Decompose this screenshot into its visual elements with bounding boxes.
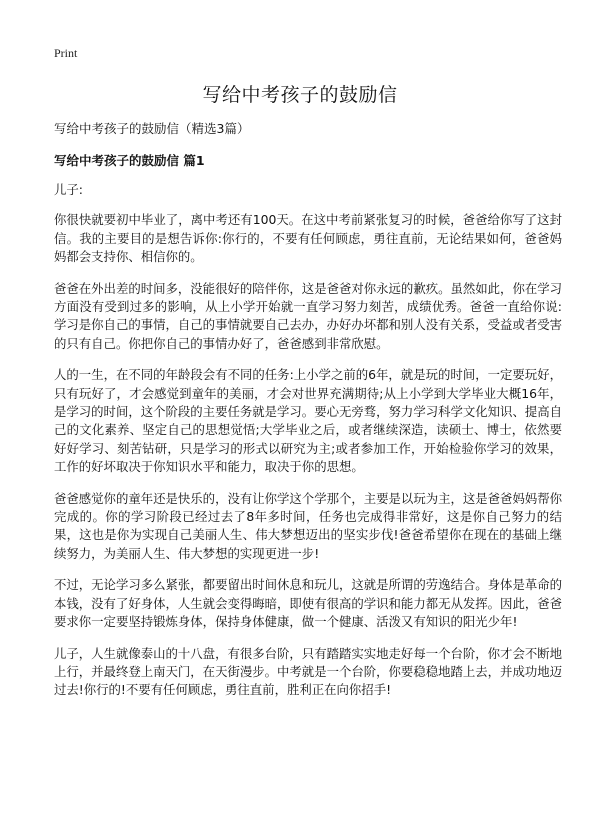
paragraph: 不过，无论学习多么紧张，都要留出时间休息和玩儿，这就是所谓的劳逸结合。身体是革命的本钱，没有了好身体，人生就会变得晦暗，即使有很高的学识和能力都无从发挥。因此，爸爸要求你一定要坚持锻炼身体，保持身体健康，做一个健康、活泼又有知识的阳光少年! bbox=[54, 577, 563, 629]
paragraph: 儿子，人生就像泰山的十八盘，有很多台阶，只有踏踏实实地走好每一个台阶，你才会不断地上行，并最终登上南天门，在天街漫步。中考就是一个台阶，你要稳稳地踏上去，并成功地迈过去!你行的!不要有任何顾虑，勇往直前，胜利正在向你招手! bbox=[54, 645, 563, 698]
paragraph: 人的一生，在不同的年龄段会有不同的任务:上小学之前的6年，就是玩的时间，一定要玩好，只有玩好了，才会感觉到童年的美丽，才会对世界充满期待;从上小学到大学毕业大概16年，是学习的时间，这个阶段的主要任务就是学习。要心无旁骛，努力学习科学文化知识、提高自己的文化素养、坚定自己的思想觉悟;大学毕业之后，或者继续深造，读硕士、博士，依然要好好学习、刻苦钻研，只是学习的形式以研究为主;或者参加工作，开始检验你学习的效果，工作的好坏取决于你知识水平和能力，取决于你的思想。 bbox=[54, 367, 563, 474]
letter-body bbox=[54, 181, 562, 713]
section-heading: 写给中考孩子的鼓励信 篇1 bbox=[54, 153, 205, 168]
document-subtitle: 写给中考孩子的鼓励信（精选3篇） bbox=[54, 121, 250, 136]
paragraph: 你很快就要初中毕业了，离中考还有100天。在这中考前紧张复习的时候，爸爸给你写了这封信。我的主要目的是想告诉你:你行的，不要有任何顾虑，勇往直前，无论结果如何，爸爸妈妈都会支持你、相信你的。 bbox=[54, 212, 562, 264]
document-title: 写给中考孩子的鼓励信 bbox=[202, 84, 398, 106]
print-label[interactable]: Print bbox=[54, 46, 78, 60]
paragraph: 爸爸在外出差的时间多，没能很好的陪伴你，这是爸爸对你永远的歉疚。虽然如此，你在学习方面没有受到过多的影响，从上小学开始就一直学习努力刻苦，成绩优秀。爸爸一直给你说:学习是你自己的事情，自己的事情就要自己去办，办好办坏都和别人没有关系，受益或者受害的只有自己。你把你自己的事情办好了，爸爸感到非常欣慰。 bbox=[54, 280, 563, 351]
paragraph: 爸爸感觉你的童年还是快乐的，没有让你学这个学那个，主要是以玩为主，这是爸爸妈妈帮你完成的。你的学习阶段已经过去了8年多时间，任务也完成得非常好，这是你自己努力的结果，这也是你为实现自己美丽人生、伟大梦想迈出的坚实步伐!爸爸希望你在现在的基础上继续努力，为美丽人生、伟大梦想的实现更进一步! bbox=[54, 490, 563, 561]
salutation: 儿子: bbox=[54, 182, 83, 197]
